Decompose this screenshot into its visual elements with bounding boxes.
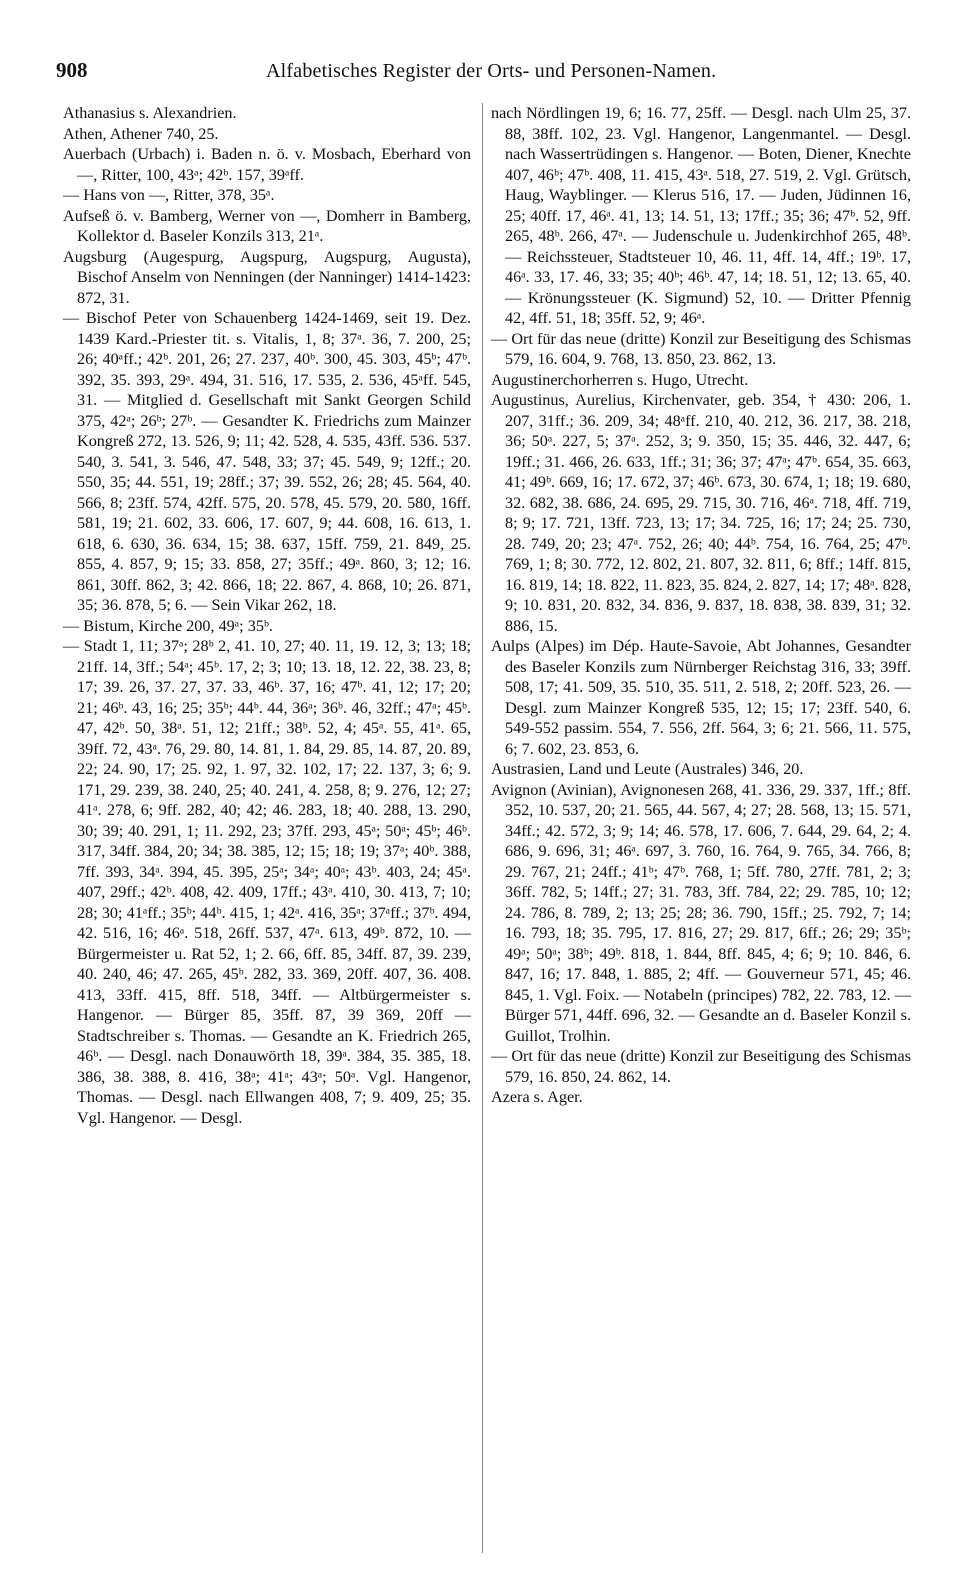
register-entry: Augustinus, Aurelius, Kirchenvater, geb. 354, † 430: 206, 1. 207, 31ff.; 36. 209, 34; 48ᵃff. 210, 40. 212, 36. 217, 38. 218, 36; 50ᵃ. 227, 5; 37ᵃ. 252, 3; 9. 350, 15; 35. 446, 32. 447, 6; 19ff.; 31. 466, 26. 633, 1ff.; 31; 36; 37; 47ᵃ; 47ᵇ. 654, 35. 663, 41; 49ᵇ. 669, 16; 17. 672, 37; 46ᵇ. 673, 30. 674, 1; 18; 19. 680, 32. 682, 38. 686, 24. 695, 29. 715, 30. 716, 46ᵃ. 718, 4ff. 719, 8; 9; 17. 721, 13ff. 723, 13; 17; 34. 725, 16; 17; 24; 25. 730, 28. 749, 20; 23; 47ᵃ. 752, 26; 40; 44ᵇ. 754, 16. 764, 25; 47ᵇ. 769, 1; 8; 30. 772, 12. 802, 21. 807, 32. 811, 6; 8ff.; 14ff. 815, 16. 819, 14; 18. 822, 11. 823, 35. 824, 2. 827, 14; 17; 48ᵃ. 828, 9; 10. 831, 20. 832, 34. 836, 9. 837, 18. 838, 38. 839, 31; 32. 886, 15. bbox=[491, 391, 911, 635]
left-column bbox=[63, 103, 471, 1128]
running-title: Alfabetisches Register der Orts- und Personen-Namen. bbox=[266, 60, 717, 82]
register-entry: Athanasius s. Alexandrien. bbox=[63, 104, 237, 122]
register-subentry: — Bischof Peter von Schauenberg 1424-1469, seit 19. Dez. 1439 Kard.-Priester tit. s. Vitalis, 1, 8; 37ᵃ. 36, 7. 200, 25; 26; 40ᵃff.; 42ᵇ. 201, 26; 27. 237, 40ᵇ. 300, 45. 303, 45ᵇ; 47ᵇ. 392, 35. 393, 29ᵃ. 494, 31. 516, 17. 535, 2. 536, 45ᵃff. 545, 31. — Mitglied d. Gesellschaft mit Sankt Georgen Schild 375, 42ᵃ; 26ᵇ; 27ᵇ. — Gesandter K. Friedrichs zum Mainzer Kongreß 272, 13. 526, 9; 11; 42. 528, 4. 535, 43ff. 536. 537. 540, 3. 541, 3. 546, 47. 548, 33; 37; 45. 549, 9; 12ff.; 20. 550, 35; 44. 551, 19; 28ff.; 37; 39. 552, 26; 28; 45. 564, 40. 566, 8; 23ff. 574, 42ff. 575, 20. 578, 45. 579, 20. 580, 16ff. 581, 19; 21. 602, 33. 606, 17. 607, 9; 44. 608, 16. 613, 1. 618, 6. 630, 36. 634, 15; 38. 637, 15ff. 759, 21. 849, 25. 855, 4. 857, 9; 15; 33. 858, 27; 35ff.; 49ᵃ. 860, 3; 12; 16. 861, 30ff. 862, 3; 42. 866, 18; 22. 867, 4. 868, 10; 26. 871, 35; 36. 878, 5; 6. — Sein Vikar 262, 18. bbox=[63, 309, 471, 614]
column-divider bbox=[482, 103, 483, 1553]
register-entry: Auerbach (Urbach) i. Baden n. ö. v. Mosbach, Eberhard von —, Ritter, 100, 43ᵃ; 42ᵇ. 157, 39ᵃff. bbox=[63, 145, 471, 184]
register-subentry: — Hans von —, Ritter, 378, 35ᵃ. bbox=[63, 186, 275, 204]
right-column bbox=[491, 103, 911, 1108]
register-entry: Aulps (Alpes) im Dép. Haute-Savoie, Abt Johannes, Gesandter des Baseler Konzils zum Nürnberger Reichstag 316, 33; 39ff. 508, 17; 41. 509, 35. 510, 35. 511, 2. 518, 2; 20ff. 523, 26. — Desgl. zum Mainzer Kongreß 535, 12; 15; 17; 23ff. 540, 6. 549-552 passim. 554, 7. 556, 2ff. 564, 3; 6; 21. 566, 11. 575, 6; 7. 602, 23. 853, 6. bbox=[491, 637, 911, 758]
register-subentry: — Ort für das neue (dritte) Konzil zur Beseitigung des Schismas 579, 16. 604, 9. 768, 13. 850, 23. 862, 13. bbox=[491, 329, 911, 368]
register-entry: Azera s. Ager. bbox=[491, 1088, 583, 1106]
register-subentry: — Ort für das neue (dritte) Konzil zur Beseitigung des Schismas 579, 16. 850, 24. 862, 14. bbox=[491, 1047, 911, 1086]
page-number: 908 bbox=[56, 58, 88, 82]
register-entry: Augsburg (Augespurg, Augspurg, Augspurg, Augusta), Bischof Anselm von Nenningen (der Nanninger) 1414-1423: 872, 31. bbox=[63, 247, 471, 307]
register-entry: Athen, Athener 740, 25. bbox=[63, 124, 219, 143]
register-subentry: — Bistum, Kirche 200, 49ᵃ; 35ᵇ. bbox=[63, 616, 273, 635]
register-subentry: — Stadt 1, 11; 37ᵃ; 28ᵇ 2, 41. 10, 27; 40. 11, 19. 12, 3; 13; 18; 21ff. 14, 3ff.; 54ᵃ; 45ᵇ. 17, 2; 3; 10; 13. 18, 12. 22, 38. 23, 8; 17; 39. 26, 37. 27, 37. 33, 46ᵇ. 37, 16; 47ᵇ. 41, 12; 17; 20; 21; 46ᵇ. 43, 16; 25; 35ᵇ; 44ᵇ. 44, 36ᵃ; 36ᵇ. 46, 32ff.; 47ᵃ; 45ᵇ. 47, 42ᵇ. 50, 38ᵃ. 51, 12; 21ff.; 38ᵇ. 52, 4; 45ᵃ. 55, 41ᵃ. 65, 39ff. 72, 43ᵃ. 76, 29. 80, 14. 81, 1. 84, 29. 85, 14. 87, 20. 89, 22; 24. 90, 17; 25. 92, 1. 97, 32. 102, 17; 22. 137, 3; 6; 9. 171, 29. 239, 38. 240, 25; 40. 241, 4. 258, 8; 9. 276, 12; 27; 41ᵃ. 278, 6; 9ff. 282, 40; 42; 46. 283, 18; 40. 288, 13. 290, 30; 39; 40. 291, 1; 11. 292, 23; 37ff. 293, 45ᵃ; 50ᵃ; 45ᵇ; 46ᵇ. 317, 34ff. 384, 20; 34; 38. 385, 12; 15; 18; 19; 37ᵃ; 40ᵇ. 388, 7ff. 393, 34ᵃ. 394, 45. 395, 25ᵃ; 34ᵃ; 40ᵃ; 43ᵇ. 403, 24; 45ᵃ. 407, 29ff.; 42ᵇ. 408, 42. 409, 17ff.; 43ᵃ. 410, 30. 413, 7; 10; 28; 30; 41ᵃff.; 35ᵇ; 44ᵇ. 415, 1; 42ᵃ. 416, 35ᵃ; 37ᵃff.; 37ᵇ. 494, 42. 516, 16; 46ᵃ. 518, 26ff. 537, 47ᵃ. 613, 49ᵇ. 872, 10. — Bürgermeister u. Rat 52, 1; 2. 66, 6ff. 85, 34ff. 87, 39. 239, 40. 240, 46; 47. 265, 45ᵇ. 282, 33. 369, 20ff. 407, 36. 408. 413, 33ff. 415, 8ff. 518, 34ff. — Altbürgermeister s. Hangenor. — Bürger 85, 35ff. 87, 39 369, 20ff — Stadtschreiber s. Thomas. — Gesandte an K. Friedrich 265, 46ᵇ. — Desgl. nach Donauwörth 18, 39ᵃ. 384, 35. 385, 18. 386, 38. 388, 8. 416, 38ᵃ; 41ᵃ; 43ᵃ; 50ᵃ. Vgl. Hangenor, Thomas. — Desgl. nach Ellwangen 408, 7; 9. 409, 25; 35. Vgl. Hangenor. — Desgl. bbox=[63, 637, 471, 1127]
page-header bbox=[56, 58, 920, 86]
register-entry: Avignon (Avinian), Avignonesen 268, 41. 336, 29. 337, 1ff.; 8ff. 352, 10. 537, 20; 21. 565, 44. 567, 4; 27; 28. 568, 13; 15. 571, 34ff.; 42. 572, 3; 9; 14; 46. 578, 17. 606, 7. 644, 29. 64, 2; 4. 686, 9. 696, 31; 46ᵃ. 697, 3. 760, 16. 764, 9. 765, 34. 766, 8; 29. 767, 21; 24ff.; 41ᵇ; 47ᵇ. 768, 1; 5ff. 780, 27ff. 781, 2; 3; 36ff. 782, 5; 14ff.; 27; 31. 783, 3ff. 784, 22; 29. 785, 10; 12; 24. 786, 8. 789, 2; 13; 25; 28; 36. 790, 15ff.; 25. 792, 7; 14; 16. 793, 18; 35. 795, 17. 816, 27; 29. 817, 6ff.; 26; 29; 35ᵇ; 49ᵃ; 50ᵃ; 38ᵇ; 49ᵇ. 818, 1. 844, 8ff. 845, 4; 6; 9; 10. 846, 6. 847, 16; 17. 848, 1. 885, 2; 4ff. — Gouverneur 571, 45; 46. 845, 1. Vgl. Foix. — Notabeln (principes) 782, 22. 783, 12. — Bürger 571, 44ff. 696, 32. — Gesandte an d. Baseler Konzil s. Guillot, Trolhin. bbox=[491, 780, 911, 1045]
register-entry-continued: nach Nördlingen 19, 6; 16. 77, 25ff. — Desgl. nach Ulm 25, 37. 88, 38ff. 102, 23. Vgl. Hangenor, Langenmantel. — Desgl. nach Wassertrüdingen s. Hangenor. — Boten, Diener, Knechte 407, 46ᵇ; 47ᵇ. 408, 11. 415, 43ᵃ. 518, 27. 519, 2. Vgl. Grütsch, Haug, Wayblinger. — Klerus 516, 17. — Juden, Jüdinnen 16, 25; 40ff. 17, 46ᵃ. 41, 13; 14. 51, 13; 17ff.; 35; 36; 47ᵇ. 52, 9ff. 265, 48ᵇ. 266, 47ᵃ. — Judenschule u. Judenkirchhof 265, 48ᵇ. — Reichssteuer, Stadtsteuer 10, 46. 11, 4ff. 14, 4ff.; 19ᵇ. 17, 46ᵃ. 33, 17. 46, 33; 35; 40ᵇ; 46ᵇ. 47, 14; 18. 51, 12; 13. 65, 40. — Krönungssteuer (K. Sigmund) 52, 10. — Dritter Pfennig 42, 4ff. 51, 18; 35ff. 52, 9; 46ᵃ. bbox=[491, 104, 911, 327]
register-entry: Austrasien, Land und Leute (Australes) 346, 20. bbox=[491, 760, 804, 778]
register-entry: Aufseß ö. v. Bamberg, Werner von —, Domherr in Bamberg, Kollektor d. Baseler Konzils 313, 21ᵃ. bbox=[63, 206, 471, 245]
register-entry: Augustinerchorherren s. Hugo, Utrecht. bbox=[491, 370, 749, 389]
